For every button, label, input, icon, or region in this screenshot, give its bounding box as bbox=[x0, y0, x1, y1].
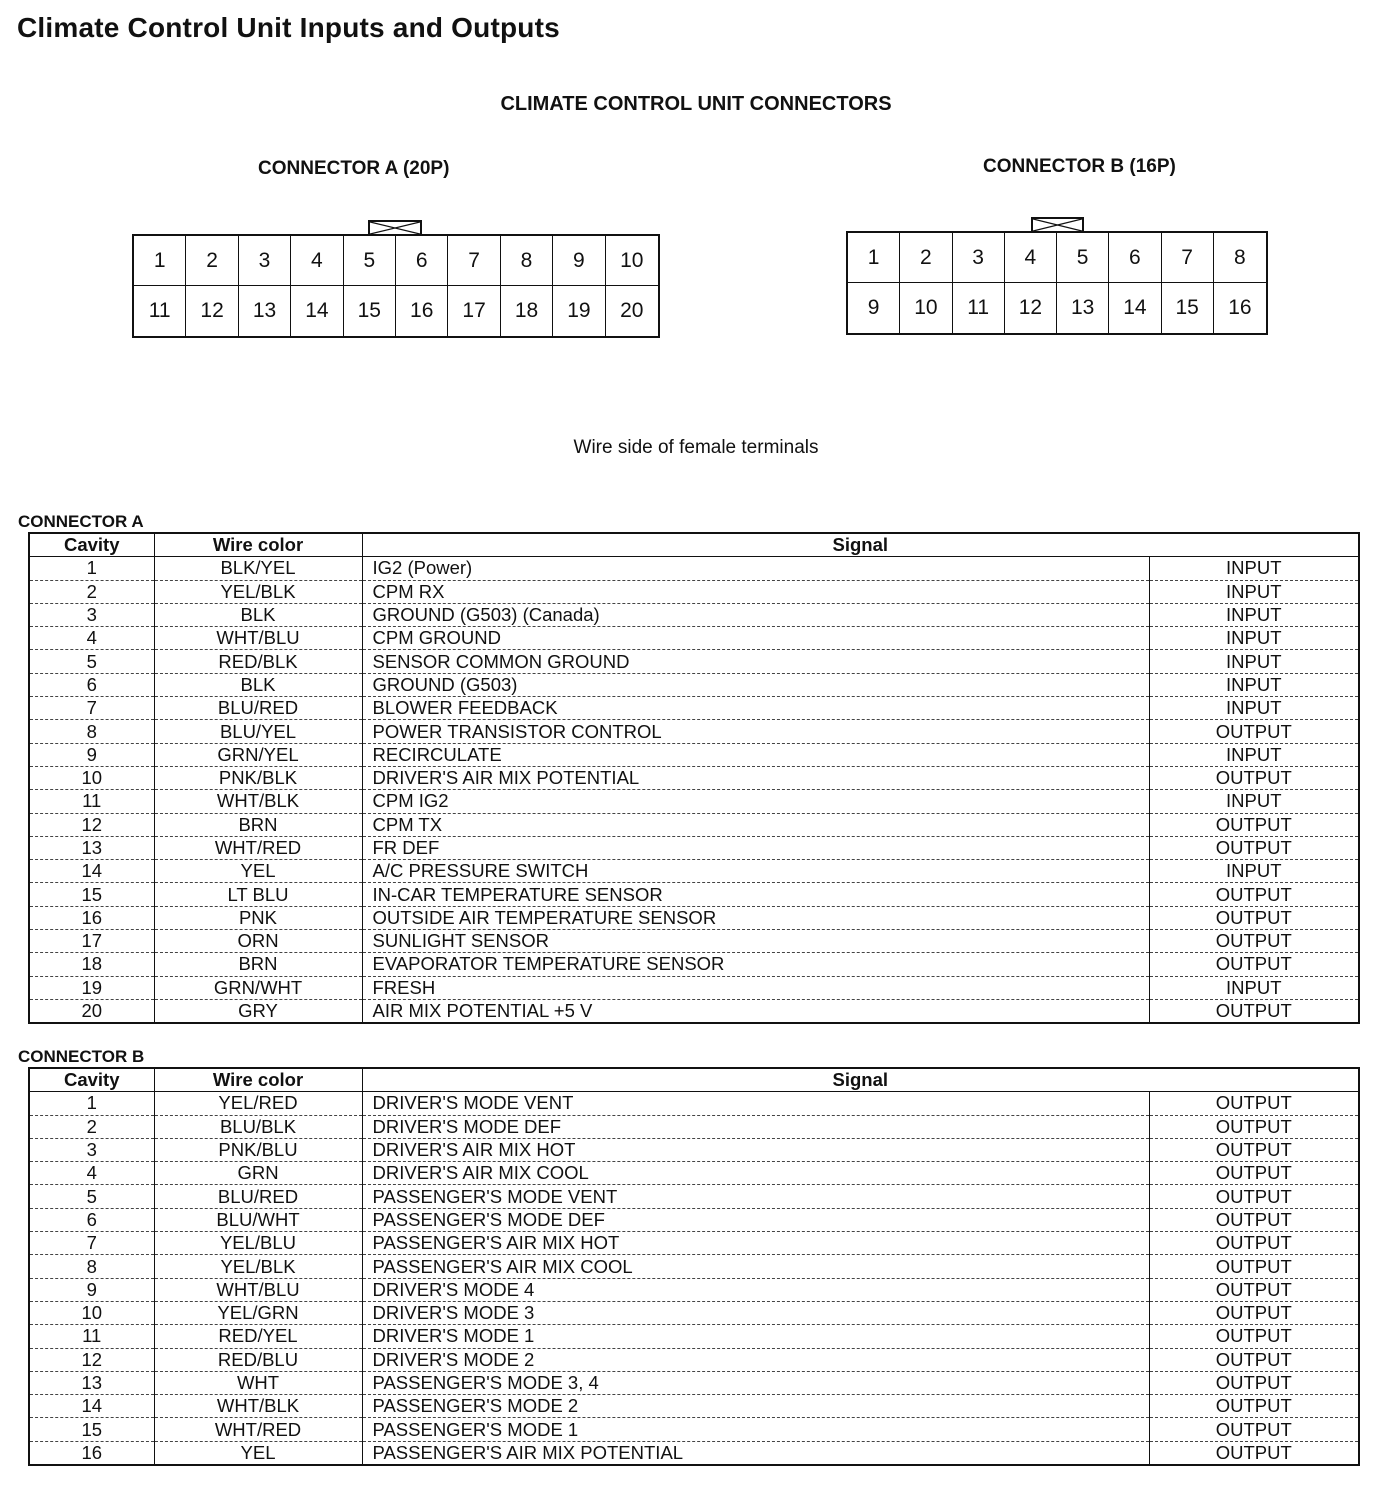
page-title: Climate Control Unit Inputs and Outputs bbox=[17, 12, 560, 43]
cavity-cell: 1 bbox=[29, 1092, 154, 1115]
cavity-cell: 19 bbox=[29, 976, 154, 999]
header-cavity: Cavity bbox=[29, 533, 154, 557]
connector-a-diagram bbox=[132, 234, 660, 338]
connector-b-table-label: CONNECTOR B bbox=[18, 1047, 145, 1066]
table-row bbox=[29, 1348, 1359, 1371]
wire-color-cell: RED/BLU bbox=[154, 1348, 362, 1371]
signal-cell: FRESH bbox=[362, 976, 1149, 999]
direction-cell: INPUT bbox=[1149, 603, 1359, 626]
direction-cell: OUTPUT bbox=[1149, 999, 1359, 1023]
wire-color-cell: WHT/BLU bbox=[154, 627, 362, 650]
wire-color-cell: ORN bbox=[154, 930, 362, 953]
connector-b-pin: 13 bbox=[1057, 283, 1109, 333]
connector-b-pin: 6 bbox=[1109, 233, 1161, 283]
cavity-cell: 15 bbox=[29, 1418, 154, 1441]
cavity-cell: 4 bbox=[29, 1162, 154, 1185]
wire-side-note: Wire side of female terminals bbox=[573, 437, 819, 458]
direction-cell: OUTPUT bbox=[1149, 1418, 1359, 1441]
wire-color-cell: BRN bbox=[154, 953, 362, 976]
direction-cell: INPUT bbox=[1149, 860, 1359, 883]
table-row bbox=[29, 1301, 1359, 1324]
wire-color-cell: WHT/BLK bbox=[154, 790, 362, 813]
direction-cell: OUTPUT bbox=[1149, 836, 1359, 859]
table-row bbox=[29, 1185, 1359, 1208]
cavity-cell: 15 bbox=[29, 883, 154, 906]
table-row bbox=[29, 860, 1359, 883]
connector-a-pin: 15 bbox=[344, 286, 396, 336]
direction-cell: INPUT bbox=[1149, 790, 1359, 813]
table-row bbox=[29, 906, 1359, 929]
cavity-cell: 3 bbox=[29, 1138, 154, 1161]
signal-cell: PASSENGER'S MODE 2 bbox=[362, 1395, 1149, 1418]
signal-cell: DRIVER'S MODE DEF bbox=[362, 1115, 1149, 1138]
cavity-cell: 10 bbox=[29, 766, 154, 789]
table-row bbox=[29, 999, 1359, 1023]
connector-a-label: CONNECTOR A (20P) bbox=[258, 158, 450, 179]
connector-b-pin: 3 bbox=[953, 233, 1005, 283]
wire-color-cell: BLK bbox=[154, 603, 362, 626]
wire-color-cell: RED/BLK bbox=[154, 650, 362, 673]
direction-cell: OUTPUT bbox=[1149, 1185, 1359, 1208]
direction-cell: OUTPUT bbox=[1149, 766, 1359, 789]
cavity-cell: 5 bbox=[29, 650, 154, 673]
direction-cell: INPUT bbox=[1149, 627, 1359, 650]
wire-color-cell: YEL/RED bbox=[154, 1092, 362, 1115]
table-row bbox=[29, 697, 1359, 720]
wire-color-cell: GRN/YEL bbox=[154, 743, 362, 766]
table-row bbox=[29, 743, 1359, 766]
signal-cell: CPM TX bbox=[362, 813, 1149, 836]
cavity-cell: 18 bbox=[29, 953, 154, 976]
table-row bbox=[29, 1418, 1359, 1441]
wire-color-cell: PNK/BLU bbox=[154, 1138, 362, 1161]
cavity-cell: 9 bbox=[29, 1278, 154, 1301]
signal-cell: IN-CAR TEMPERATURE SENSOR bbox=[362, 883, 1149, 906]
cavity-cell: 2 bbox=[29, 580, 154, 603]
header-signal: Signal bbox=[362, 1068, 1359, 1092]
connector-b-diagram bbox=[846, 231, 1268, 335]
table-header-row bbox=[29, 1068, 1359, 1092]
table-row bbox=[29, 720, 1359, 743]
table-row bbox=[29, 930, 1359, 953]
cavity-cell: 4 bbox=[29, 627, 154, 650]
connector-a-pin: 5 bbox=[344, 236, 396, 286]
cavity-cell: 16 bbox=[29, 906, 154, 929]
signal-cell: IG2 (Power) bbox=[362, 557, 1149, 580]
cavity-cell: 13 bbox=[29, 836, 154, 859]
signal-cell: DRIVER'S MODE 4 bbox=[362, 1278, 1149, 1301]
direction-cell: OUTPUT bbox=[1149, 1208, 1359, 1231]
direction-cell: INPUT bbox=[1149, 650, 1359, 673]
table-row bbox=[29, 1371, 1359, 1394]
direction-cell: INPUT bbox=[1149, 976, 1359, 999]
wire-color-cell: GRN/WHT bbox=[154, 976, 362, 999]
connector-a-pin: 18 bbox=[501, 286, 553, 336]
wire-color-cell: BLU/RED bbox=[154, 1185, 362, 1208]
connector-a-pin: 13 bbox=[239, 286, 291, 336]
direction-cell: OUTPUT bbox=[1149, 813, 1359, 836]
direction-cell: OUTPUT bbox=[1149, 1115, 1359, 1138]
signal-cell: BLOWER FEEDBACK bbox=[362, 697, 1149, 720]
wire-color-cell: BLK bbox=[154, 673, 362, 696]
wire-color-cell: GRN bbox=[154, 1162, 362, 1185]
direction-cell: OUTPUT bbox=[1149, 1325, 1359, 1348]
signal-cell: PASSENGER'S AIR MIX COOL bbox=[362, 1255, 1149, 1278]
connector-b-pin: 11 bbox=[953, 283, 1005, 333]
connector-a-pin: 9 bbox=[553, 236, 605, 286]
connector-b-pin: 5 bbox=[1057, 233, 1109, 283]
direction-cell: OUTPUT bbox=[1149, 1278, 1359, 1301]
table-row bbox=[29, 953, 1359, 976]
cavity-cell: 12 bbox=[29, 813, 154, 836]
signal-cell: DRIVER'S MODE 2 bbox=[362, 1348, 1149, 1371]
cavity-cell: 9 bbox=[29, 743, 154, 766]
table-row bbox=[29, 1138, 1359, 1161]
table-row bbox=[29, 1441, 1359, 1465]
connector-b-pin: 1 bbox=[848, 233, 900, 283]
connector-a-latch-icon bbox=[368, 220, 422, 234]
cavity-cell: 6 bbox=[29, 673, 154, 696]
direction-cell: OUTPUT bbox=[1149, 1441, 1359, 1465]
cavity-cell: 5 bbox=[29, 1185, 154, 1208]
connector-a-pin: 6 bbox=[396, 236, 448, 286]
connector-b-table bbox=[28, 1067, 1360, 1466]
connector-b-pin: 15 bbox=[1162, 283, 1214, 333]
wire-color-cell: PNK bbox=[154, 906, 362, 929]
cavity-cell: 17 bbox=[29, 930, 154, 953]
cavity-cell: 3 bbox=[29, 603, 154, 626]
wire-color-cell: YEL/BLK bbox=[154, 580, 362, 603]
table-row bbox=[29, 1115, 1359, 1138]
wire-color-cell: BLU/BLK bbox=[154, 1115, 362, 1138]
wire-color-cell: PNK/BLK bbox=[154, 766, 362, 789]
direction-cell: OUTPUT bbox=[1149, 1371, 1359, 1394]
signal-cell: PASSENGER'S MODE 1 bbox=[362, 1418, 1149, 1441]
cavity-cell: 14 bbox=[29, 860, 154, 883]
direction-cell: OUTPUT bbox=[1149, 883, 1359, 906]
cavity-cell: 13 bbox=[29, 1371, 154, 1394]
table-row bbox=[29, 580, 1359, 603]
connector-b-pin: 10 bbox=[900, 283, 952, 333]
direction-cell: INPUT bbox=[1149, 743, 1359, 766]
header-wire-color: Wire color bbox=[154, 533, 362, 557]
wire-color-cell: YEL bbox=[154, 1441, 362, 1465]
cavity-cell: 2 bbox=[29, 1115, 154, 1138]
header-cavity: Cavity bbox=[29, 1068, 154, 1092]
wire-color-cell: YEL/BLU bbox=[154, 1232, 362, 1255]
connector-a-table-label: CONNECTOR A bbox=[18, 512, 144, 531]
signal-cell: RECIRCULATE bbox=[362, 743, 1149, 766]
cavity-cell: 7 bbox=[29, 697, 154, 720]
connector-b-pin: 12 bbox=[1005, 283, 1057, 333]
signal-cell: DRIVER'S MODE 1 bbox=[362, 1325, 1149, 1348]
connector-a-pin: 1 bbox=[134, 236, 186, 286]
cavity-cell: 6 bbox=[29, 1208, 154, 1231]
wire-color-cell: WHT/RED bbox=[154, 1418, 362, 1441]
direction-cell: OUTPUT bbox=[1149, 1301, 1359, 1324]
cavity-cell: 12 bbox=[29, 1348, 154, 1371]
table-row bbox=[29, 976, 1359, 999]
signal-cell: OUTSIDE AIR TEMPERATURE SENSOR bbox=[362, 906, 1149, 929]
cavity-cell: 14 bbox=[29, 1395, 154, 1418]
table-row bbox=[29, 883, 1359, 906]
signal-cell: PASSENGER'S AIR MIX HOT bbox=[362, 1232, 1149, 1255]
wire-color-cell: RED/YEL bbox=[154, 1325, 362, 1348]
direction-cell: OUTPUT bbox=[1149, 930, 1359, 953]
wire-color-cell: YEL/GRN bbox=[154, 1301, 362, 1324]
connector-a-pin: 16 bbox=[396, 286, 448, 336]
cavity-cell: 16 bbox=[29, 1441, 154, 1465]
signal-cell: PASSENGER'S AIR MIX POTENTIAL bbox=[362, 1441, 1149, 1465]
table-row bbox=[29, 603, 1359, 626]
direction-cell: OUTPUT bbox=[1149, 1138, 1359, 1161]
wire-color-cell: WHT/BLU bbox=[154, 1278, 362, 1301]
signal-cell: CPM IG2 bbox=[362, 790, 1149, 813]
cavity-cell: 8 bbox=[29, 720, 154, 743]
table-row bbox=[29, 1162, 1359, 1185]
wire-color-cell: YEL/BLK bbox=[154, 1255, 362, 1278]
connector-a-pin: 4 bbox=[291, 236, 343, 286]
header-wire-color: Wire color bbox=[154, 1068, 362, 1092]
direction-cell: OUTPUT bbox=[1149, 1232, 1359, 1255]
connector-a-pin: 12 bbox=[186, 286, 238, 336]
direction-cell: OUTPUT bbox=[1149, 720, 1359, 743]
signal-cell: SUNLIGHT SENSOR bbox=[362, 930, 1149, 953]
signal-cell: PASSENGER'S MODE VENT bbox=[362, 1185, 1149, 1208]
wire-color-cell: BLU/YEL bbox=[154, 720, 362, 743]
direction-cell: INPUT bbox=[1149, 697, 1359, 720]
wire-color-cell: BLU/WHT bbox=[154, 1208, 362, 1231]
direction-cell: OUTPUT bbox=[1149, 1395, 1359, 1418]
direction-cell: OUTPUT bbox=[1149, 1348, 1359, 1371]
connector-b-label: CONNECTOR B (16P) bbox=[983, 156, 1176, 177]
table-row bbox=[29, 790, 1359, 813]
direction-cell: OUTPUT bbox=[1149, 953, 1359, 976]
table-row bbox=[29, 1255, 1359, 1278]
connector-a-pin: 7 bbox=[448, 236, 500, 286]
direction-cell: OUTPUT bbox=[1149, 1255, 1359, 1278]
cavity-cell: 1 bbox=[29, 557, 154, 580]
signal-cell: GROUND (G503) (Canada) bbox=[362, 603, 1149, 626]
connector-a-pin: 19 bbox=[553, 286, 605, 336]
table-row bbox=[29, 650, 1359, 673]
table-row bbox=[29, 766, 1359, 789]
wire-color-cell: WHT bbox=[154, 1371, 362, 1394]
wire-color-cell: WHT/RED bbox=[154, 836, 362, 859]
cavity-cell: 20 bbox=[29, 999, 154, 1023]
table-row bbox=[29, 557, 1359, 580]
table-row bbox=[29, 1208, 1359, 1231]
signal-cell: A/C PRESSURE SWITCH bbox=[362, 860, 1149, 883]
connector-a-pin: 14 bbox=[291, 286, 343, 336]
connector-b-pin: 2 bbox=[900, 233, 952, 283]
cavity-cell: 11 bbox=[29, 790, 154, 813]
signal-cell: PASSENGER'S MODE DEF bbox=[362, 1208, 1149, 1231]
table-row bbox=[29, 627, 1359, 650]
table-row bbox=[29, 1232, 1359, 1255]
connector-b-pin: 9 bbox=[848, 283, 900, 333]
cavity-cell: 11 bbox=[29, 1325, 154, 1348]
connector-b-pin: 16 bbox=[1228, 296, 1252, 319]
table-row bbox=[29, 673, 1359, 696]
table-row bbox=[29, 1092, 1359, 1115]
signal-cell: DRIVER'S MODE VENT bbox=[362, 1092, 1149, 1115]
connector-a-pin: 10 bbox=[606, 236, 658, 286]
signal-cell: DRIVER'S AIR MIX POTENTIAL bbox=[362, 766, 1149, 789]
table-row bbox=[29, 1325, 1359, 1348]
signal-cell: DRIVER'S AIR MIX COOL bbox=[362, 1162, 1149, 1185]
direction-cell: OUTPUT bbox=[1149, 1092, 1359, 1115]
wire-color-cell: BLU/RED bbox=[154, 697, 362, 720]
diagram-subtitle: CLIMATE CONTROL UNIT CONNECTORS bbox=[500, 93, 892, 115]
connector-a-pin: 3 bbox=[239, 236, 291, 286]
table-row bbox=[29, 1278, 1359, 1301]
direction-cell: OUTPUT bbox=[1149, 906, 1359, 929]
wire-color-cell: WHT/BLK bbox=[154, 1395, 362, 1418]
signal-cell: AIR MIX POTENTIAL +5 V bbox=[362, 999, 1149, 1023]
connector-b-pin: 7 bbox=[1162, 233, 1214, 283]
connector-a-pin: 20 bbox=[620, 299, 644, 322]
wire-color-cell: BRN bbox=[154, 813, 362, 836]
table-header-row bbox=[29, 533, 1359, 557]
direction-cell: INPUT bbox=[1149, 557, 1359, 580]
connector-a-pin: 8 bbox=[501, 236, 553, 286]
cavity-cell: 10 bbox=[29, 1301, 154, 1324]
wire-color-cell: LT BLU bbox=[154, 883, 362, 906]
connector-a-pin: 2 bbox=[186, 236, 238, 286]
connector-b-pin: 14 bbox=[1109, 283, 1161, 333]
wire-color-cell: YEL bbox=[154, 860, 362, 883]
header-signal: Signal bbox=[362, 533, 1359, 557]
connector-a-table bbox=[28, 532, 1360, 1024]
wire-color-cell: BLK/YEL bbox=[154, 557, 362, 580]
connector-a-pin: 17 bbox=[448, 286, 500, 336]
signal-cell: SENSOR COMMON GROUND bbox=[362, 650, 1149, 673]
signal-cell: GROUND (G503) bbox=[362, 673, 1149, 696]
signal-cell: CPM GROUND bbox=[362, 627, 1149, 650]
cavity-cell: 7 bbox=[29, 1232, 154, 1255]
signal-cell: POWER TRANSISTOR CONTROL bbox=[362, 720, 1149, 743]
direction-cell: INPUT bbox=[1149, 673, 1359, 696]
signal-cell: DRIVER'S MODE 3 bbox=[362, 1301, 1149, 1324]
signal-cell: EVAPORATOR TEMPERATURE SENSOR bbox=[362, 953, 1149, 976]
signal-cell: PASSENGER'S MODE 3, 4 bbox=[362, 1371, 1149, 1394]
connector-b-latch-icon bbox=[1031, 217, 1084, 231]
connector-a-pin: 11 bbox=[134, 286, 186, 336]
signal-cell: CPM RX bbox=[362, 580, 1149, 603]
connector-b-pin: 4 bbox=[1005, 233, 1057, 283]
direction-cell: OUTPUT bbox=[1149, 1162, 1359, 1185]
signal-cell: DRIVER'S AIR MIX HOT bbox=[362, 1138, 1149, 1161]
table-row bbox=[29, 836, 1359, 859]
wire-color-cell: GRY bbox=[154, 999, 362, 1023]
table-row bbox=[29, 813, 1359, 836]
table-row bbox=[29, 1395, 1359, 1418]
cavity-cell: 8 bbox=[29, 1255, 154, 1278]
direction-cell: INPUT bbox=[1149, 580, 1359, 603]
signal-cell: FR DEF bbox=[362, 836, 1149, 859]
connector-b-pin: 8 bbox=[1214, 233, 1266, 283]
